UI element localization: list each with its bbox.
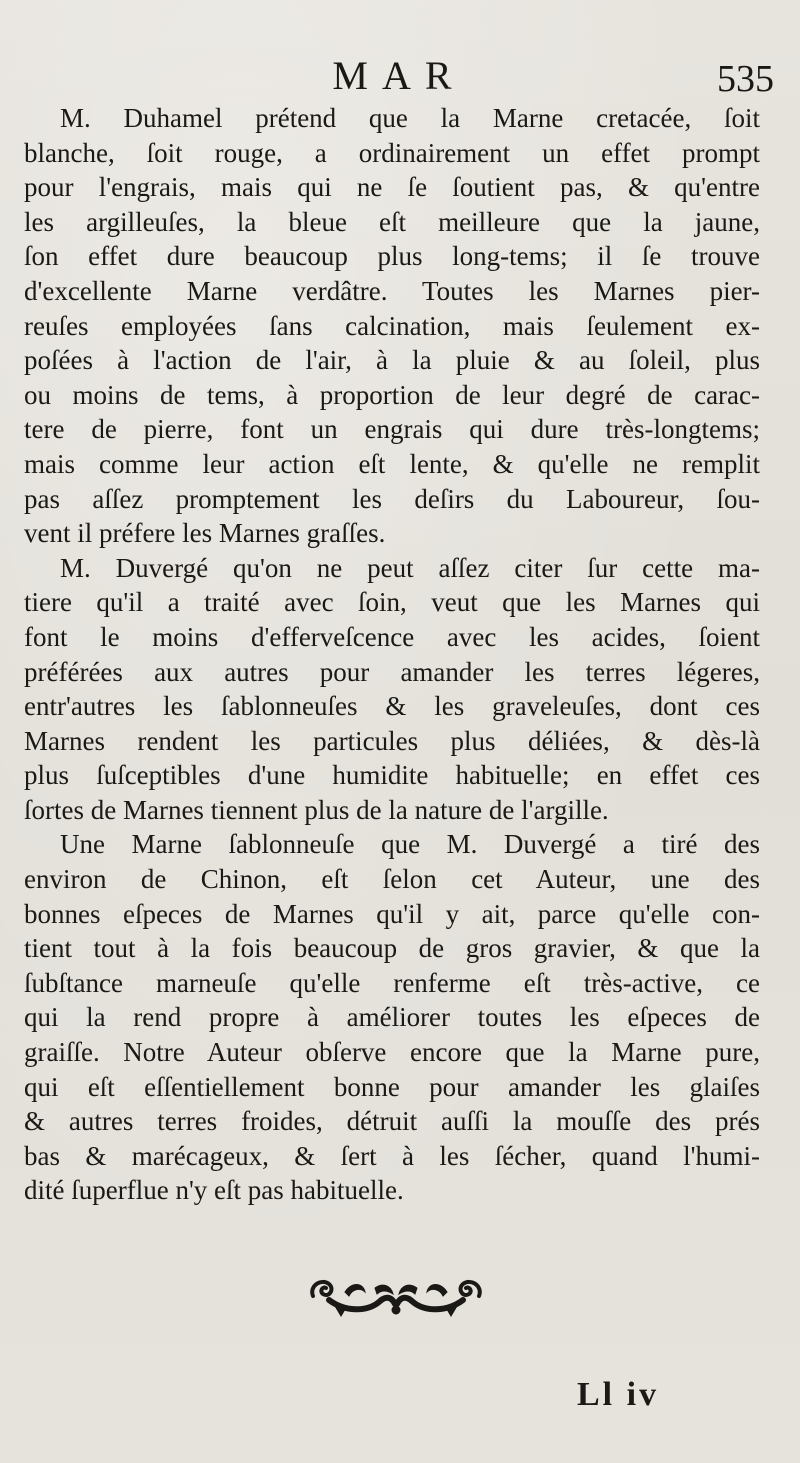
text-line: tiere qu'il a traité avec ſoin, veut que les Marnes qui <box>24 587 760 618</box>
page-number: 535 <box>717 58 774 100</box>
text-line: préférées aux autres pour amander les terres légeres, <box>24 656 760 687</box>
text-line: ſubſtance marneuſe qu'elle renferme eſt très-active, ce <box>24 967 760 998</box>
text-line: bas & marécageux, & ſert à les ſécher, quand l'humi- <box>24 1140 760 1171</box>
text-line: graiſſe. Notre Auteur obſerve encore que la Marne pure, <box>24 1037 760 1068</box>
paragraph-3 <box>24 827 760 1208</box>
text-line: environ de Chinon, eſt ſelon cet Auteur, une des <box>24 864 760 895</box>
text-line: tient tout à la fois beaucoup de gros gravier, & que la <box>24 933 760 964</box>
text-line: Une Marne ſablonneuſe que M. Duvergé a tiré des <box>60 829 760 860</box>
text-line: mais comme leur action eſt lente, & qu'elle ne remplit <box>24 448 760 479</box>
text-line: dité ſuperflue n'y eſt pas habituelle. <box>24 1175 404 1206</box>
text-line: M. Duhamel prétend que la Marne cretacée, ſoit <box>60 103 760 133</box>
text-line: blanche, ſoit rouge, a ordinairement un effet prompt <box>24 137 760 168</box>
text-line: qui eſt eſſentiellement bonne pour amander les glaiſes <box>24 1071 760 1102</box>
text-line: tere de pierre, font un engrais qui dure très-longtems; <box>24 414 760 445</box>
fleuron-ornament-icon <box>305 1272 487 1324</box>
text-line: d'excellente Marne verdâtre. Toutes les Marnes pier- <box>24 275 760 306</box>
text-line: poſées à l'action de l'air, à la pluie & au ſoleil, plus <box>24 345 760 376</box>
text-line: ſon effet dure beaucoup plus long-tems; il ſe trouve <box>24 241 760 272</box>
text-line: font le moins d'efferveſcence avec les acides, ſoient <box>24 621 760 652</box>
text-line: les argilleuſes, la bleue eſt meilleure que la jaune, <box>24 206 760 237</box>
text-line: vent il préfere les Marnes graſſes. <box>24 518 386 549</box>
text-line: qui la rend propre à améliorer toutes les eſpeces de <box>24 1002 760 1033</box>
text-line: bonnes eſpeces de Marnes qu'il y ait, parce qu'elle con- <box>24 898 760 929</box>
text-line: Marnes rendent les particules plus déliées, & dès-là <box>24 725 760 756</box>
paragraph-1 <box>24 101 760 551</box>
text-line: entr'autres les ſablonneuſes & les graveleuſes, dont ces <box>24 691 760 722</box>
text-line: pas aſſez promptement les deſirs du Laboureur, ſou- <box>24 483 760 514</box>
text-line: ou moins de tems, à proportion de leur degré de carac- <box>24 379 760 410</box>
running-head: MAR <box>332 53 466 98</box>
text-line: pour l'engrais, mais qui ne ſe ſoutient pas, & qu'entre <box>24 172 760 203</box>
text-line: ſortes de Marnes tiennent plus de la nature de l'argille. <box>24 794 609 825</box>
signature-mark: Ll iv <box>577 1376 660 1413</box>
text-line: reuſes employées ſans calcination, mais ſeulement ex- <box>24 310 760 341</box>
text-line: plus ſuſceptibles d'une humidite habituelle; en effet ces <box>24 760 760 791</box>
text-line: & autres terres froides, détruit auſſi la mouſſe des prés <box>24 1106 760 1137</box>
text-line: M. Duvergé qu'on ne peut aſſez citer ſur cette ma- <box>60 552 760 583</box>
body-text <box>24 101 760 1208</box>
paragraph-2 <box>24 551 760 828</box>
